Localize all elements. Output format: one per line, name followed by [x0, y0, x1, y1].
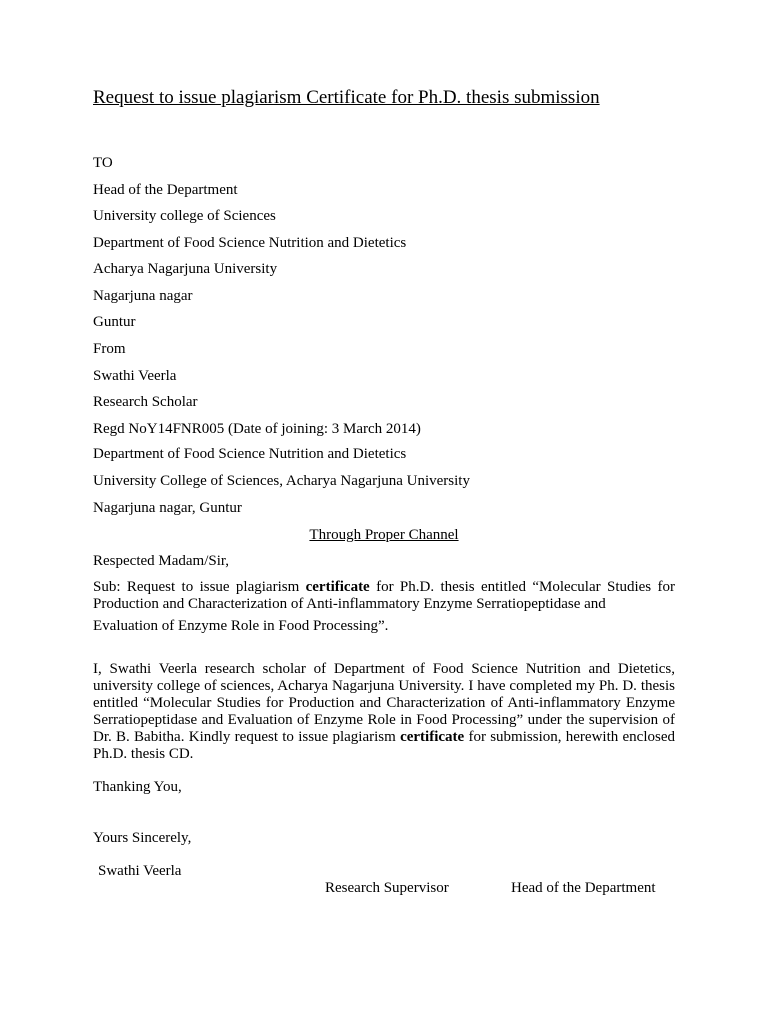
from-line: Regd NoY14FNR005 (Date of joining: 3 March 2014): [93, 421, 421, 437]
subject-last-line: Evaluation of Enzyme Role in Food Processing”.: [93, 618, 389, 634]
scholar-signatory: Swathi Veerla: [98, 863, 182, 879]
body-paragraph: [93, 661, 675, 763]
to-label: TO: [93, 155, 113, 171]
body-bold-word: certificate: [400, 729, 465, 745]
from-line: University College of Sciences, Acharya Nagarjuna University: [93, 473, 470, 489]
subject-text: Sub: Request to issue plagiarism: [93, 579, 306, 595]
closing: Thanking You,: [93, 779, 182, 795]
hod-signatory: Head of the Department: [511, 880, 656, 896]
from-line: Research Scholar: [93, 394, 198, 410]
sign-off: Yours Sincerely,: [93, 830, 192, 846]
to-line: Nagarjuna nagar: [93, 288, 193, 304]
to-line: Head of the Department: [93, 182, 238, 198]
to-line: Department of Food Science Nutrition and Dietetics: [93, 235, 407, 251]
from-label: From: [93, 341, 126, 357]
salutation: Respected Madam/Sir,: [93, 553, 230, 569]
letter-title: Request to issue plagiarism Certificate for Ph.D. thesis submission: [93, 87, 600, 108]
from-line: Department of Food Science Nutrition and Dietetics: [93, 446, 407, 462]
to-line: University college of Sciences: [93, 208, 276, 224]
body-text-rest: for submission, herewith enclosed Ph.D. thesis CD.: [93, 729, 675, 762]
subject-text-rest: for Ph.D. thesis entitled “Molecular Studies for Production and Characterization of Anti-inflammatory Enzyme Serratiopeptidase and: [93, 579, 675, 612]
from-line: Swathi Veerla: [93, 368, 177, 384]
to-line: Guntur: [93, 314, 136, 330]
body-text: I, Swathi Veerla research scholar of Department of Food Science Nutrition and Dietetics, university college of sciences, Acharya Nagarjuna University. I have completed my Ph. D. thesis entitled “Molecular Studies for Production and Characterization of Anti-inflammatory Enzyme Serratiopeptidase and Evaluation of Enzyme Role in Food Processing” under the supervision of Dr. B. Babitha. Kindly request to issue plagiarism: [93, 661, 675, 745]
supervisor-signatory: Research Supervisor: [325, 880, 449, 896]
from-line: Nagarjuna nagar, Guntur: [93, 500, 242, 516]
to-line: Acharya Nagarjuna University: [93, 261, 278, 277]
subject-paragraph: [93, 579, 675, 613]
subject-bold-word: certificate: [305, 579, 370, 595]
channel-note: Through Proper Channel: [309, 527, 459, 543]
